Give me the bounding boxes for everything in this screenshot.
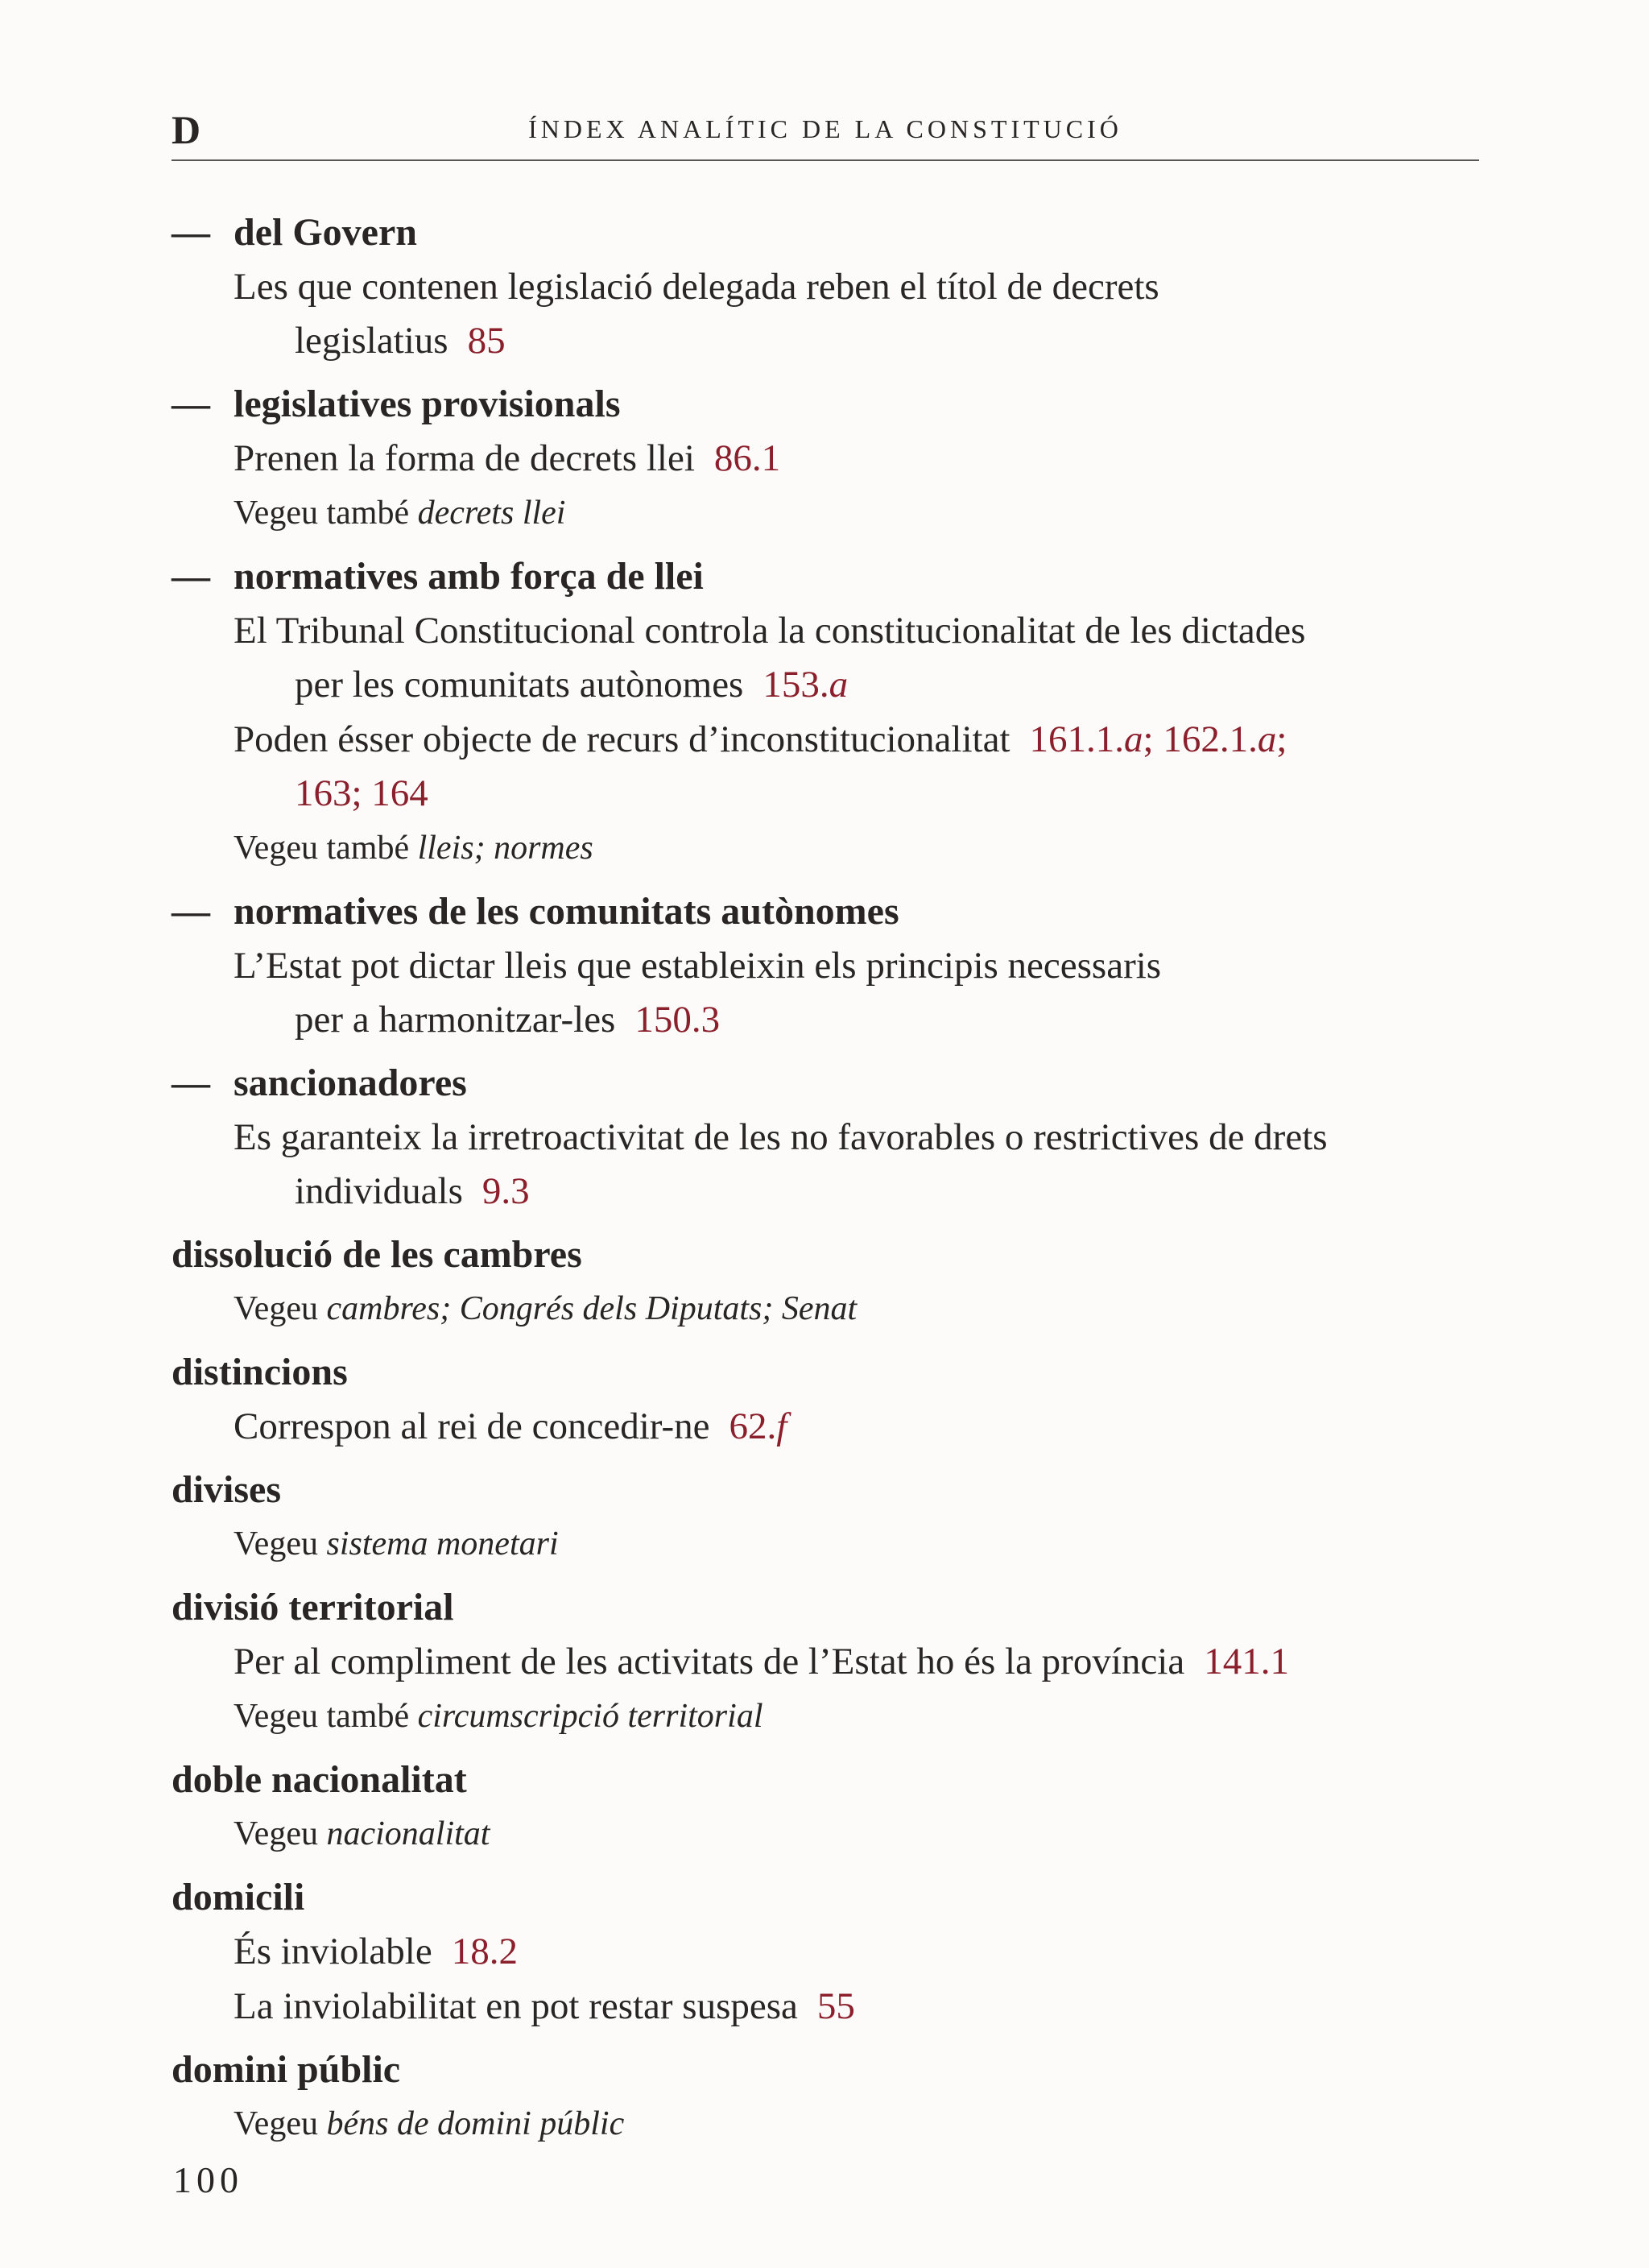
cross-reference: lleis; normes — [417, 830, 593, 867]
entry-heading: distincions — [172, 1351, 348, 1393]
cross-reference: sistema monetari — [326, 1525, 559, 1562]
index-entry — [172, 1057, 1479, 1219]
em-dash: — — [172, 1062, 210, 1104]
entry-heading: domini públic — [172, 2048, 401, 2091]
entry-heading: — normatives de les comunitats autònomes — [172, 885, 1479, 938]
cross-reference: béns de domini públic — [326, 2105, 625, 2142]
index-content — [172, 206, 1479, 2151]
entry-subitem: La inviolabilitat en pot restar suspesa 55 — [234, 1985, 855, 2027]
entry-subitem-continuation — [295, 767, 1479, 821]
index-entry — [172, 885, 1479, 1047]
em-dash: — — [172, 211, 210, 254]
em-dash: — — [172, 890, 210, 933]
index-entry — [172, 1228, 1479, 1336]
article-reference: 86.1 — [713, 437, 781, 479]
em-dash: — — [172, 383, 210, 425]
entry-heading: — sancionadores — [172, 1057, 1479, 1110]
see-also: Vegeu també circumscripció territorial — [234, 1698, 763, 1735]
index-entry — [172, 1871, 1479, 2034]
section-letter: D — [172, 107, 201, 152]
entry-subitem: El Tribunal Constitucional controla la constitucionalitat de les dictades — [234, 610, 1306, 652]
entry-subitem: Les que contenen legislació delegada reben el títol de decrets — [234, 266, 1159, 308]
entry-heading: — normatives amb força de llei — [172, 550, 1479, 603]
index-entry — [172, 206, 1479, 368]
article-reference: 150.3 — [634, 999, 721, 1041]
see-also: Vegeu també lleis; normes — [234, 830, 593, 867]
running-title: ÍNDEX ANALÍTIC DE LA CONSTITUCIÓ — [528, 114, 1122, 143]
entry-heading: domicili — [172, 1876, 305, 1918]
index-entry — [172, 1463, 1479, 1571]
entry-heading: — del Govern — [172, 206, 1479, 259]
entry-subitem: L’Estat pot dictar lleis que estableixin els principis necessaris — [234, 945, 1162, 987]
cross-reference: cambres; Congrés dels Diputats; Senat — [326, 1290, 858, 1327]
entry-subitem-continuation: individuals 9.3 — [295, 1170, 530, 1212]
index-entry — [172, 1346, 1479, 1454]
see-also: Vegeu sistema monetari — [234, 1525, 559, 1562]
entry-subitem-continuation: legislatius 85 — [295, 320, 506, 362]
article-reference: 18.2 — [451, 1931, 518, 1972]
entry-heading: divisió territorial — [172, 1586, 454, 1629]
see-also: Vegeu béns de domini públic — [234, 2105, 625, 2142]
page-number: 100 — [173, 2159, 243, 2200]
entry-subitem: Correspon al rei de concedir-ne 62.f — [234, 1405, 787, 1447]
index-entry — [172, 378, 1479, 540]
article-reference: 85 — [467, 320, 506, 362]
article-reference: 141.1 — [1204, 1641, 1289, 1682]
header-rule — [172, 159, 1479, 161]
entry-heading: dissolució de les cambres — [172, 1233, 582, 1276]
cross-reference: decrets llei — [417, 495, 566, 532]
index-entry — [172, 1753, 1479, 1861]
entry-subitem: Prenen la forma de decrets llei 86.1 — [234, 437, 781, 479]
entry-subitem: Poden ésser objecte de recurs d’inconstitucionalitat 161.1.a; 162.1.a; — [234, 718, 1287, 760]
entry-subitem-continuation: per les comunitats autònomes 153.a — [295, 664, 849, 706]
entry-subitem: Per al compliment de les activitats de l’Estat ho és la província 141.1 — [234, 1641, 1289, 1682]
article-reference: 153.a — [763, 664, 849, 706]
see-also: Vegeu també decrets llei — [234, 495, 566, 532]
index-entry — [172, 1581, 1479, 1744]
cross-reference: nacionalitat — [326, 1815, 490, 1852]
entry-subitem: És inviolable 18.2 — [234, 1931, 518, 1972]
entry-heading: — legislatives provisionals — [172, 378, 1479, 431]
article-reference: 9.3 — [481, 1170, 530, 1212]
entry-heading: doble nacionalitat — [172, 1758, 467, 1801]
em-dash: — — [172, 555, 210, 598]
index-entry — [172, 550, 1479, 875]
running-header — [172, 103, 1479, 159]
cross-reference: circumscripció territorial — [417, 1698, 763, 1735]
article-reference: 62.f — [729, 1405, 787, 1447]
entry-subitem-continuation: per a harmonitzar-les 150.3 — [295, 999, 721, 1041]
see-also: Vegeu cambres; Congrés dels Diputats; Senat — [234, 1290, 858, 1327]
entry-heading: divises — [172, 1468, 282, 1511]
index-entry — [172, 2043, 1479, 2151]
entry-subitem: Es garanteix la irretroactivitat de les no favorables o restrictives de drets — [234, 1116, 1328, 1158]
article-reference: 163; 164 — [295, 772, 428, 814]
article-reference: 161.1.a; 162.1.a; — [1029, 718, 1287, 760]
article-reference: 55 — [816, 1985, 855, 2027]
see-also: Vegeu nacionalitat — [234, 1815, 490, 1852]
